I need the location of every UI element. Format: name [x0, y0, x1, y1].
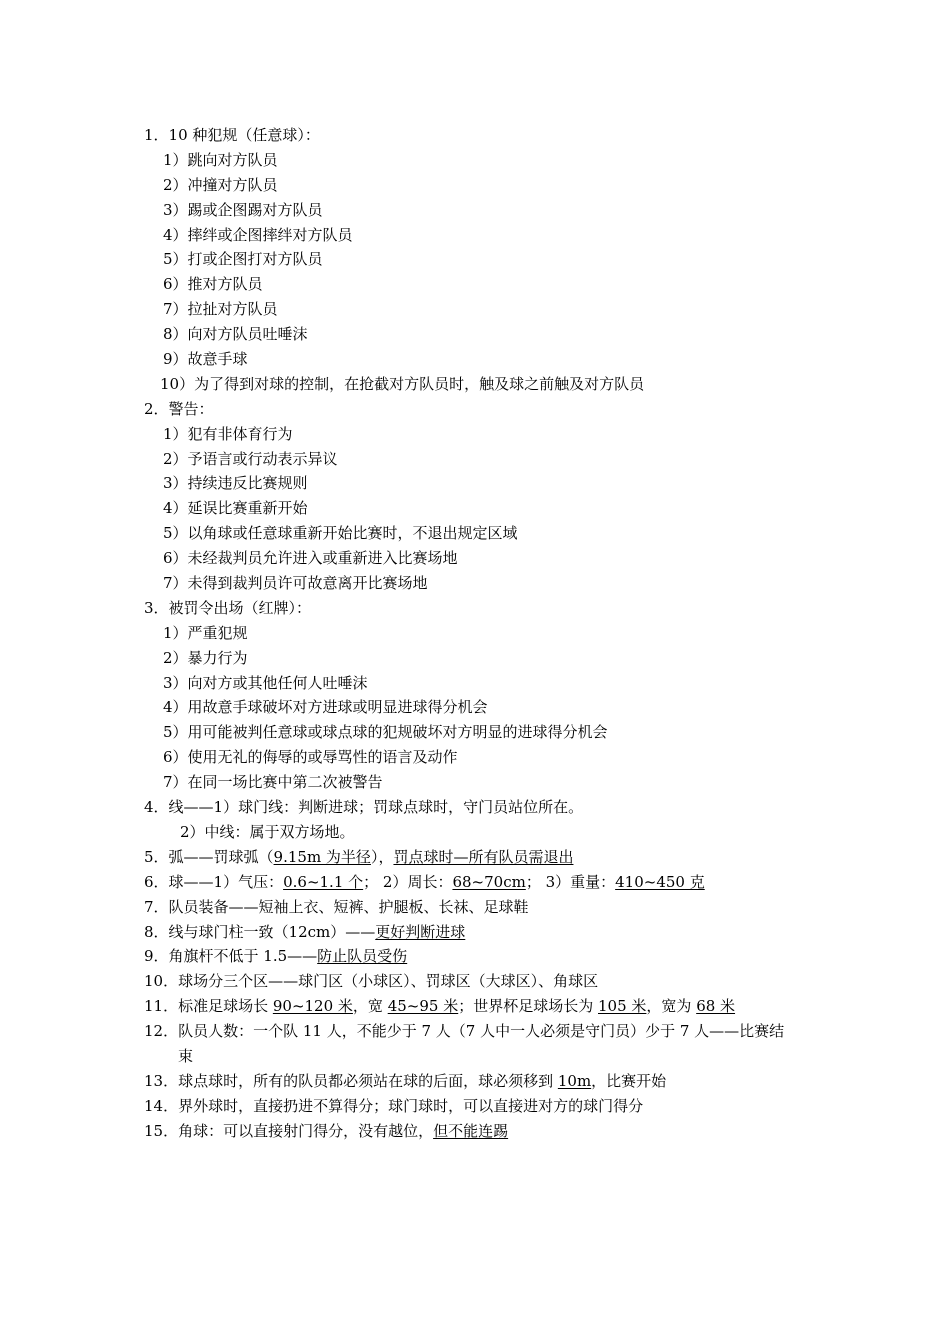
section-field-size — [144, 994, 824, 1019]
foul-item: 6）推对方队员 — [163, 275, 263, 294]
section-team-size: 12．队员人数：一个队 11 人，不能少于 7 人（7 人中一人必须是守门员）少于 7 人——比赛结 — [144, 1022, 785, 1041]
text-run: 15．角球：可以直接射门得分，没有越位， — [144, 1121, 434, 1140]
underlined-value: 更好判断进球 — [375, 922, 466, 941]
text-run: 9．角旗杆不低于 1.5—— — [144, 947, 318, 966]
text-run: ，宽为 — [646, 997, 697, 1016]
text-run: ； 3）重量： — [525, 872, 616, 891]
section-ball — [144, 870, 824, 895]
text-run: 5．弧——罚球弧（ — [144, 847, 274, 866]
underlined-value: 68~70cm — [452, 872, 526, 891]
section-warning-title: 2．警告： — [144, 399, 214, 418]
underlined-value: 10m — [557, 1071, 592, 1090]
section-lines-sub: 2）中线：属于双方场地。 — [180, 822, 355, 841]
section-corner-kick — [144, 1119, 824, 1144]
section-fouls-title: 1．10 种犯规（任意球）： — [144, 126, 320, 144]
foul-item: 8）向对方队员吐唾沫 — [163, 325, 308, 344]
underlined-value: 105 米 — [598, 997, 647, 1016]
section-team-size-cont: 束 — [178, 1046, 194, 1065]
warning-item: 6）未经裁判员允许进入或重新进入比赛场地 — [163, 549, 458, 568]
text-run: 13．球点球时，所有的队员都必须站在球的后面，球必须移到 — [144, 1071, 558, 1090]
text-run: ，宽 — [352, 997, 388, 1016]
section-field-zones: 10．球场分三个区——球门区（小球区）、罚球区（大球区）、角球区 — [144, 972, 599, 991]
red-card-item: 4）用故意手球破坏对方进球或明显进球得分机会 — [163, 698, 488, 717]
foul-item: 4）摔绊或企图摔绊对方队员 — [163, 225, 353, 244]
foul-item: 9）故意手球 — [163, 350, 248, 369]
foul-item: 7）拉扯对方队员 — [163, 300, 278, 319]
underlined-value: 但不能连踢 — [433, 1121, 509, 1140]
foul-item: 1）跳向对方队员 — [163, 150, 278, 169]
warning-item: 1）犯有非体育行为 — [163, 424, 293, 443]
red-card-item: 2）暴力行为 — [163, 648, 248, 667]
section-red-card-title: 3．被罚令出场（红牌）： — [144, 598, 312, 617]
section-throw-in: 14．界外球时，直接扔进不算得分；球门球时，可以直接进对方的球门得分 — [144, 1096, 644, 1115]
underlined-value: 0.6~1.1 个 — [283, 872, 364, 891]
text-run: 6．球——1）气压： — [144, 872, 284, 891]
underlined-value: 45~95 米 — [387, 997, 459, 1016]
foul-item: 3）踢或企图踢对方队员 — [163, 200, 323, 219]
warning-item: 7）未得到裁判员许可故意离开比赛场地 — [163, 574, 428, 593]
underlined-value: 410~450 克 — [615, 872, 705, 891]
text-run: 11．标准足球场长 — [144, 997, 273, 1016]
red-card-item: 6）使用无礼的侮辱的或辱骂性的语言及动作 — [163, 748, 458, 767]
foul-item: 10）为了得到对球的控制，在抢截对方队员时，触及球之前触及对方队员 — [160, 374, 645, 393]
section-lines: 4．线——1）球门线：判断进球；罚球点球时，守门员站位所在。 — [144, 798, 584, 817]
section-goal-line — [144, 920, 824, 945]
text-run: ，比赛开始 — [591, 1071, 667, 1090]
section-equipment: 7．队员装备——短袖上衣、短裤、护腿板、长袜、足球鞋 — [144, 897, 529, 916]
warning-item: 3）持续违反比赛规则 — [163, 474, 308, 493]
red-card-item: 3）向对方或其他任何人吐唾沫 — [163, 673, 368, 692]
foul-item: 2）冲撞对方队员 — [163, 175, 278, 194]
red-card-item: 5）用可能被判任意球或球点球的犯规破坏对方明显的进球得分机会 — [163, 723, 608, 742]
underlined-value: 68 米 — [696, 997, 736, 1016]
rules-content — [144, 123, 824, 1144]
red-card-item: 1）严重犯规 — [163, 623, 248, 642]
text-run: ）， — [370, 847, 394, 866]
red-card-item: 7）在同一场比赛中第二次被警告 — [163, 773, 383, 792]
foul-item: 5）打或企图打对方队员 — [163, 250, 323, 269]
warning-item: 4）延误比赛重新开始 — [163, 499, 308, 518]
underlined-value: 罚点球时—所有队员需退出 — [393, 847, 574, 866]
section-arc — [144, 845, 824, 870]
warning-item: 2）予语言或行动表示异议 — [163, 449, 338, 468]
underlined-value: 9.15m 为半径 — [273, 847, 371, 866]
underlined-value: 防止队员受伤 — [317, 947, 408, 966]
underlined-value: 90~120 米 — [272, 997, 353, 1016]
text-run: ；世界杯足球场长为 — [458, 997, 598, 1016]
text-run: 8．线与球门柱一致（12cm）—— — [144, 922, 376, 941]
section-corner-flag — [144, 944, 824, 969]
text-run: ； 2）周长： — [363, 872, 453, 891]
section-penalty-kick — [144, 1069, 824, 1094]
warning-item: 5）以角球或任意球重新开始比赛时，不退出规定区域 — [163, 524, 518, 543]
